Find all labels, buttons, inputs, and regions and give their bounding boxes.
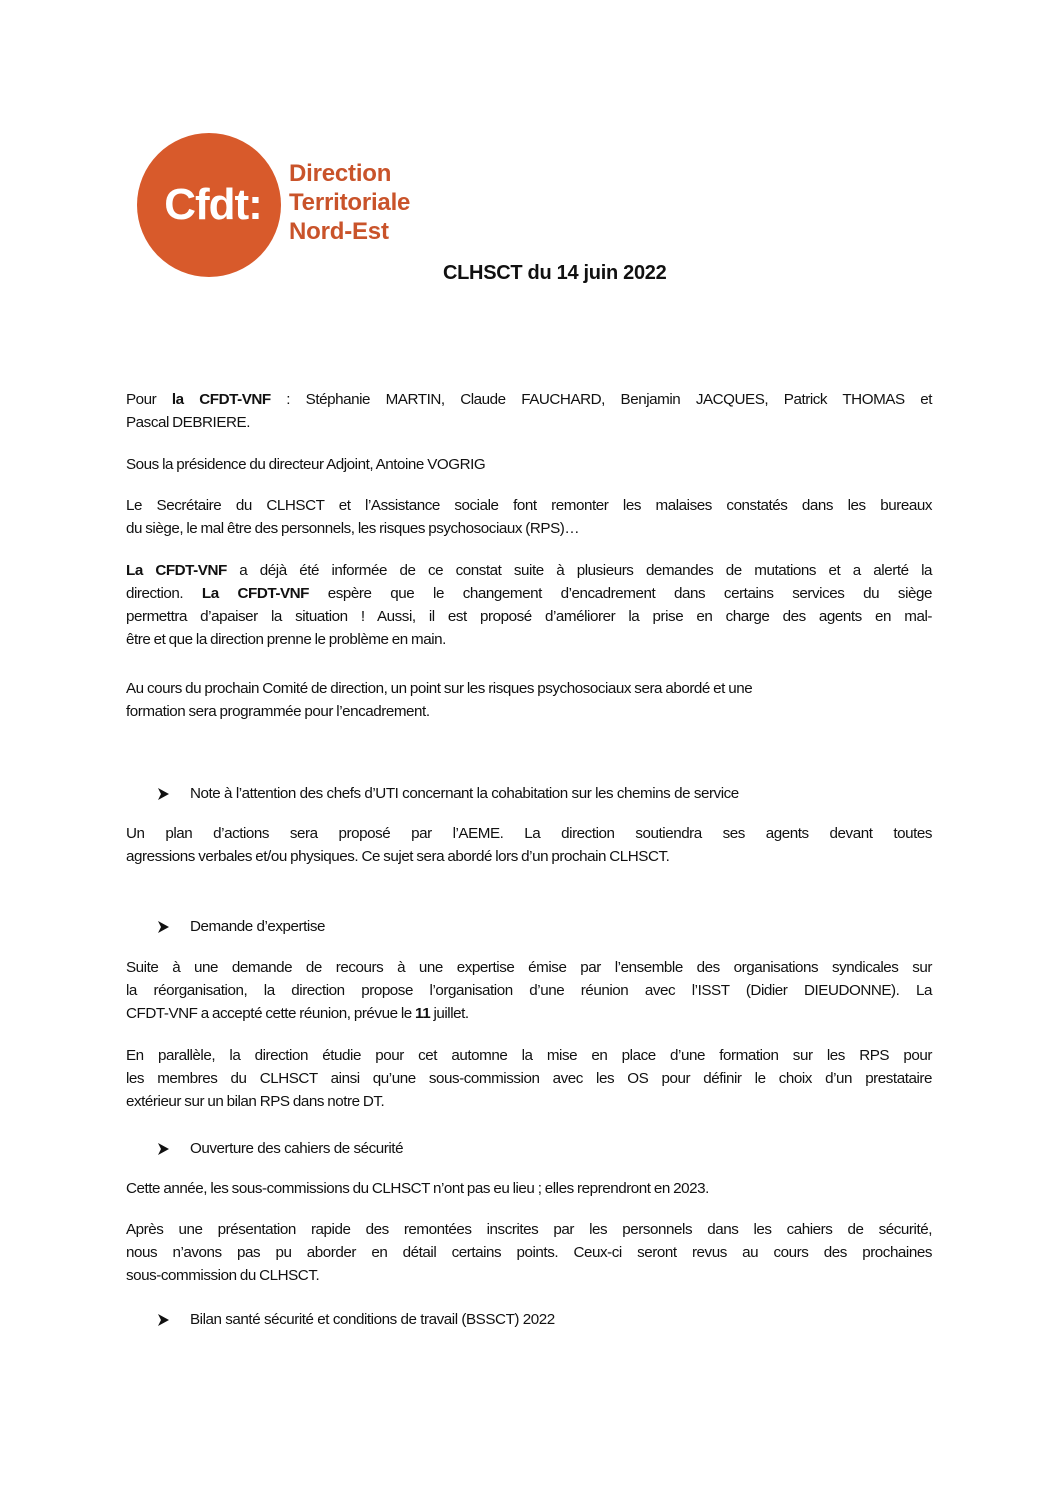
uti-note-paragraph [126, 822, 932, 868]
section-heading-text: Demande d’expertise [190, 918, 325, 935]
cfdt-logo-circle [137, 133, 281, 277]
arrowhead-bullet-icon [158, 1143, 190, 1155]
arrowhead-bullet-icon [158, 788, 190, 800]
arrowhead-bullet-icon [158, 921, 190, 933]
paragraph-text: formation sera programmée pour l’encadrement. [126, 703, 430, 720]
paragraph-text: Cette année, les sous-commissions du CLHSCT n’ont pas eu lieu ; elles reprendront en 2023. [126, 1180, 709, 1197]
paragraph-text: les membres du CLHSCT ainsi qu’une sous-commission avec les OS pour définir le choix d’un prestataire [126, 1070, 932, 1087]
paragraph-text: Après une présentation rapide des remontées inscrites par les personnels dans les cahiers de sécurité, [126, 1221, 932, 1238]
paragraph-text: CFDT-VNF a accepté cette réunion, prévue le [126, 1005, 416, 1022]
committee-paragraph [126, 677, 932, 723]
section-heading-expertise [158, 915, 325, 938]
logo-line-direction: Direction [289, 160, 392, 187]
paragraph-text: la réorganisation, la direction propose l’organisation d’une réunion avec l’ISST (Didier DIEUDONNE). La [126, 982, 932, 999]
paragraph-text: a déjà été informée de ce constat suite à plusieurs demandes de mutations et a alerté la [226, 562, 933, 579]
org-name-bold: la CFDT-VNF [171, 391, 271, 408]
secretary-paragraph [126, 494, 932, 540]
logo-organization-text [289, 159, 410, 246]
section-heading-bssct [158, 1308, 555, 1331]
logo-line-nord-est: Nord-Est [289, 218, 389, 245]
secretary-line: du siège, le mal être des personnels, les risques psychosociaux (RPS)… [126, 520, 580, 537]
paragraph-text: Suite à une demande de recours à une expertise émise par l’ensemble des organisations syndicales sur [126, 959, 932, 976]
section-heading-text: Note à l’attention des chefs d’UTI concernant la cohabitation sur les chemins de service [190, 785, 739, 802]
arrowhead-bullet-icon [158, 1314, 190, 1326]
logo-line-territoriale: Territoriale [289, 189, 411, 216]
section-heading-safety-logs [158, 1137, 403, 1160]
org-name-bold: La CFDT-VNF [201, 585, 309, 602]
org-name-bold: La CFDT-VNF [126, 562, 227, 579]
document-title: CLHSCT du 14 juin 2022 [443, 262, 667, 284]
presidency-text: Sous la présidence du directeur Adjoint, Antoine VOGRIG [126, 456, 486, 473]
safety-logs-paragraph [126, 1218, 932, 1287]
secretary-line: Le Secrétaire du CLHSCT et l’Assistance sociale font remonter les malaises constatés dans les bureaux [126, 497, 932, 514]
paragraph-text: juillet. [430, 1005, 469, 1022]
training-paragraph [126, 1044, 932, 1113]
cfdt-position-paragraph [126, 559, 932, 651]
paragraph-text: agressions verbales et/ou physiques. Ce sujet sera abordé lors d’un prochain CLHSCT. [126, 848, 670, 865]
attendees-list-end: Pascal DEBRIERE. [126, 414, 250, 431]
expertise-paragraph [126, 956, 932, 1025]
section-heading-uti-note [158, 782, 739, 805]
section-heading-text: Ouverture des cahiers de sécurité [190, 1140, 404, 1157]
paragraph-text: Un plan d’actions sera proposé par l’AEME. La direction soutiendra ses agents devant toutes [126, 825, 932, 842]
paragraph-text: direction. [126, 585, 202, 602]
cfdt-logo-mark: Cfdt: [164, 180, 262, 229]
attendees-prefix: Pour [126, 391, 172, 408]
paragraph-text: sous-commission du CLHSCT. [126, 1267, 320, 1284]
paragraph-text: extérieur sur un bilan RPS dans notre DT. [126, 1093, 385, 1110]
attendees-list: : Stéphanie MARTIN, Claude FAUCHARD, Benjamin JACQUES, Patrick THOMAS et [270, 391, 932, 408]
paragraph-text: nous n’avons pas pu aborder en détail certains points. Ceux-ci seront revus au cours des prochaines [126, 1244, 932, 1261]
subcommission-paragraph [126, 1177, 932, 1200]
section-heading-text: Bilan santé sécurité et conditions de travail (BSSCT) 2022 [190, 1311, 555, 1328]
paragraph-text: espère que le changement d’encadrement dans certains services du siège [309, 585, 932, 602]
paragraph-text: En parallèle, la direction étudie pour cet automne la mise en place d’une formation sur les RPS pour [126, 1047, 932, 1064]
meeting-date-bold: 11 [415, 1005, 431, 1022]
paragraph-text: être et que la direction prenne le problème en main. [126, 631, 446, 648]
paragraph-text: permettra d’apaiser la situation ! Aussi, il est proposé d’améliorer la prise en charge des agents en mal- [126, 608, 932, 625]
paragraph-text: Au cours du prochain Comité de direction, un point sur les risques psychosociaux sera abordé et une [126, 680, 753, 697]
attendees-paragraph [126, 388, 932, 434]
presidency-paragraph [126, 453, 932, 476]
